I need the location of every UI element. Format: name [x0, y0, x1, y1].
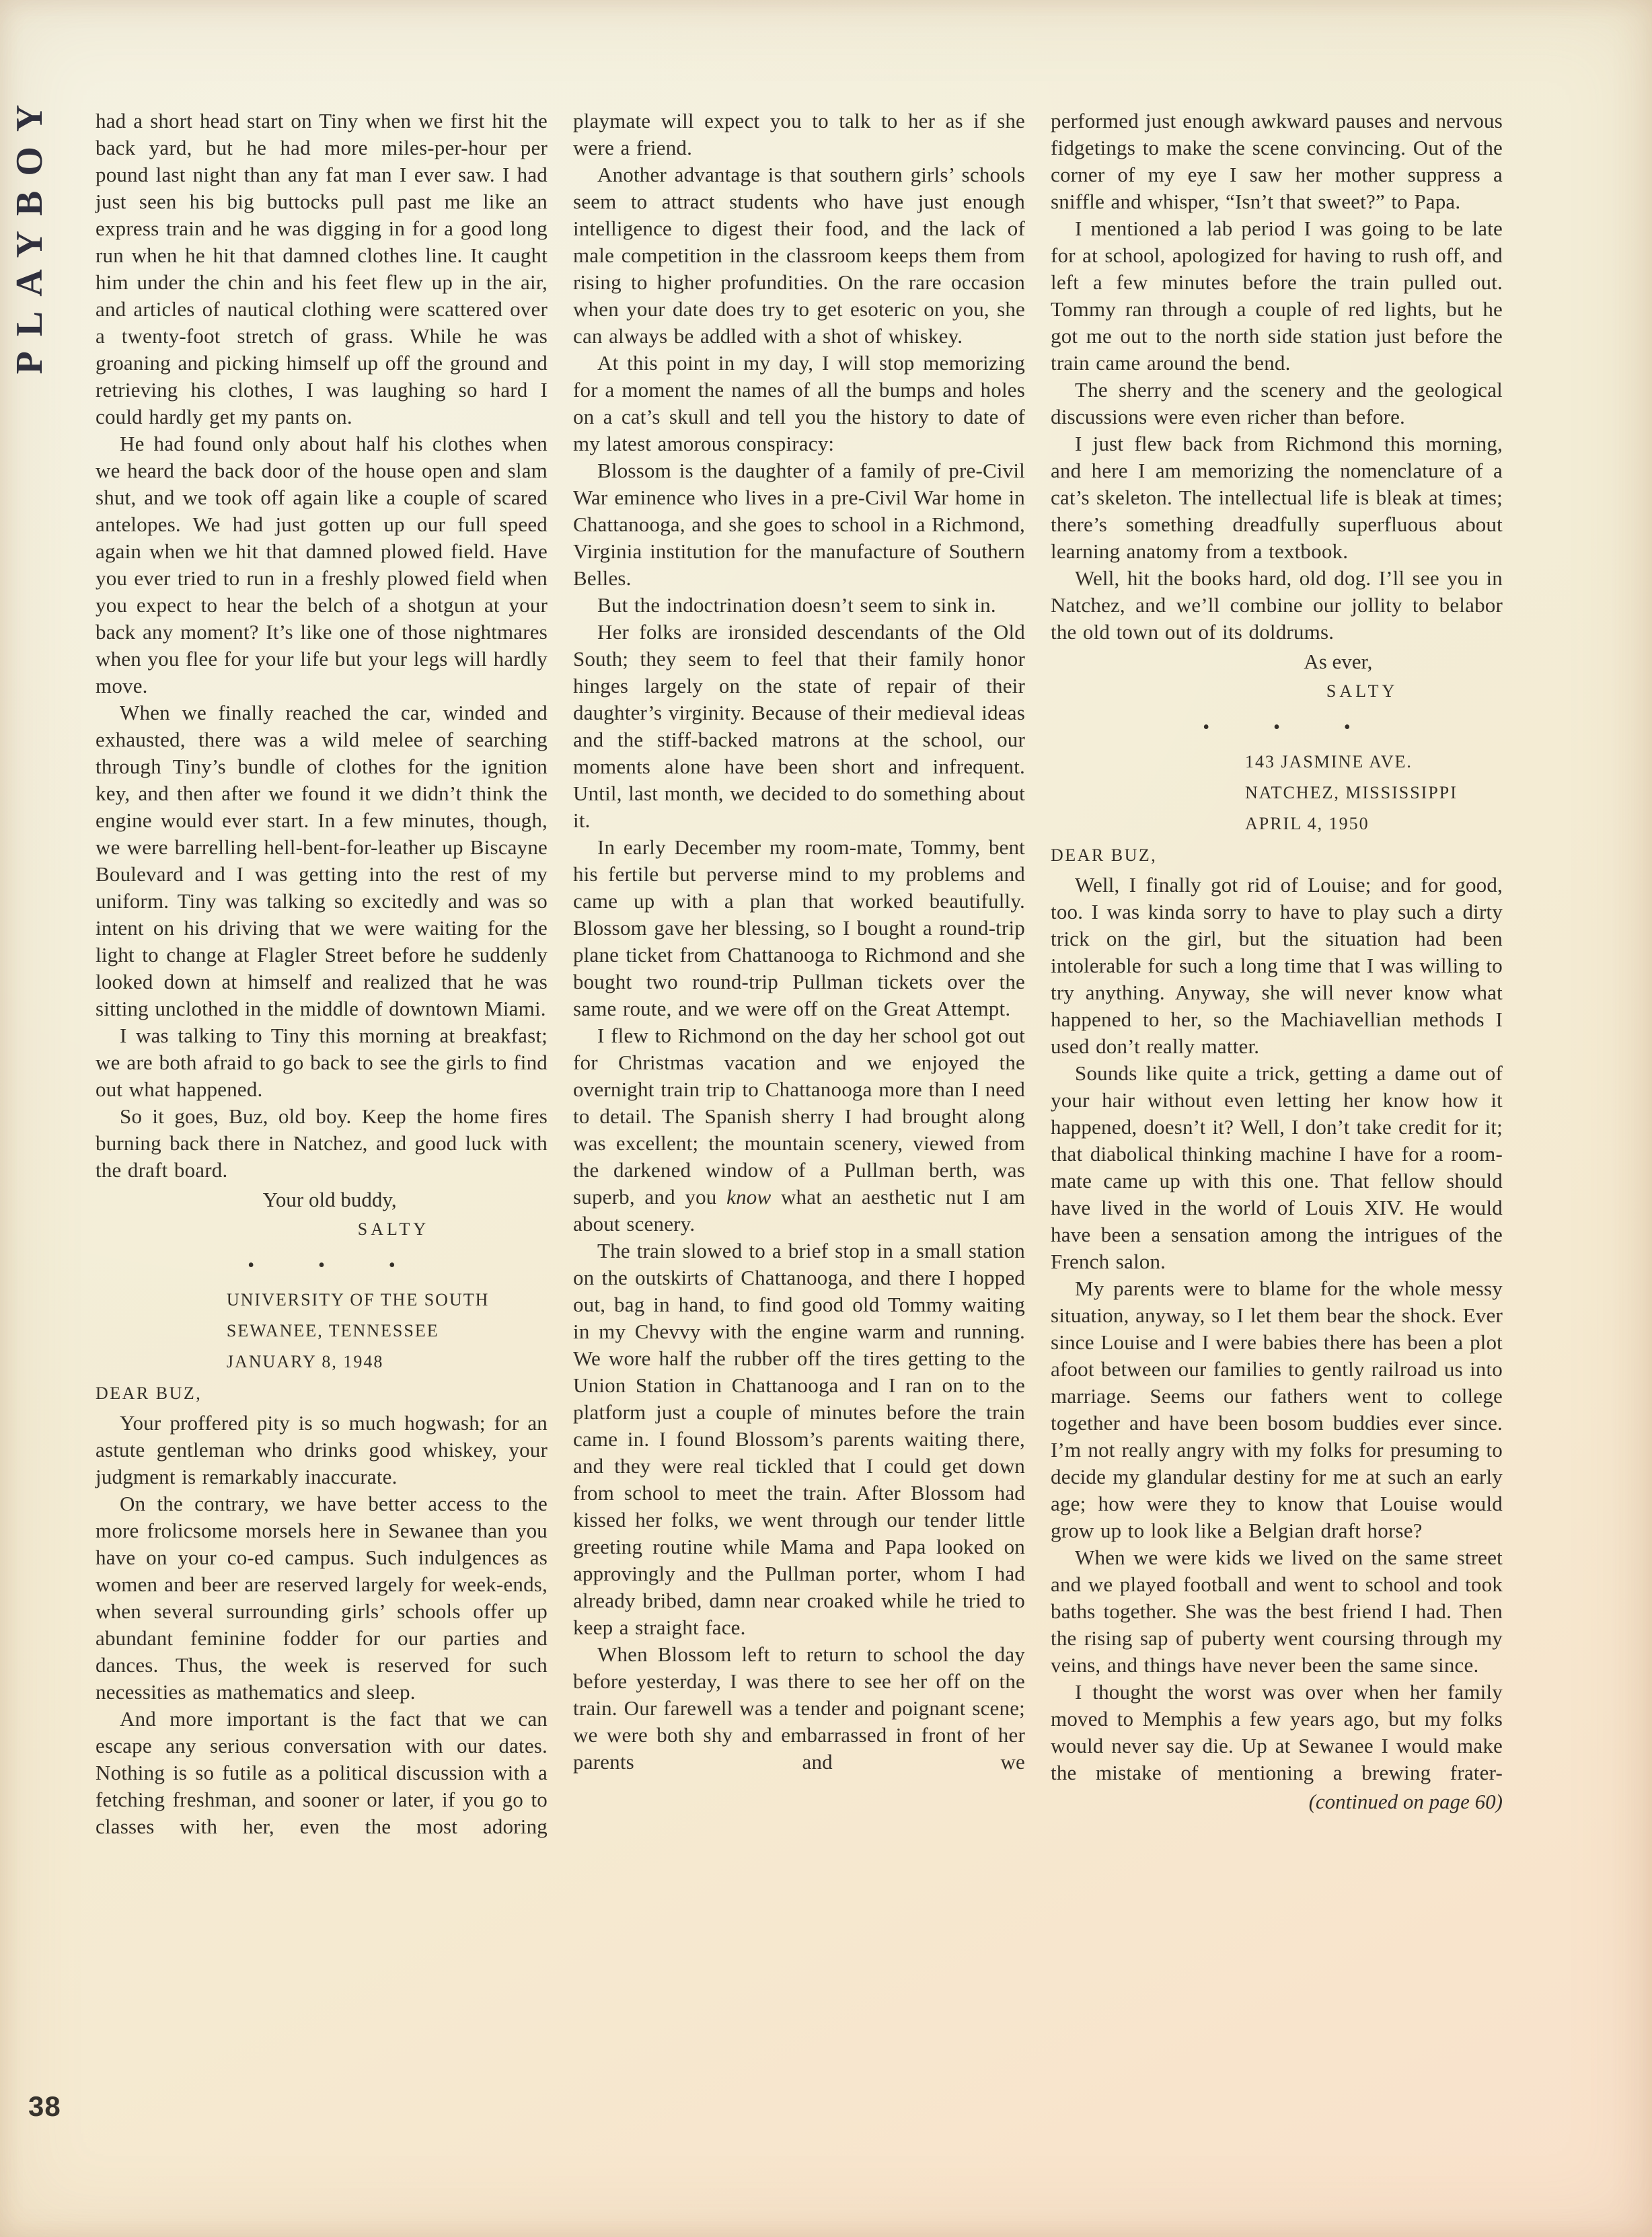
letter-closing: Your old buddy, [262, 1188, 397, 1211]
paragraph [96, 108, 548, 430]
text-run: I was talking to Tiny this morning at breakfast; we are both afraid to go back to see the girls to find out what happened. [96, 1024, 548, 1101]
text-run: Well, hit the books hard, old dog. I’ll see you in Natchez, and we’ll combine our jollity to belabor the old town out of its doldrums. [1051, 566, 1503, 644]
address-line: JANUARY 8, 1948 [226, 1352, 384, 1371]
paragraph [96, 699, 548, 1022]
text-run: Well, I finally got rid of Louise; and for good, too. I was kinda sorry to have to play such a dirty trick on the girl, but the situation had been intolerable for such a long time that I was willing to try anything. Anyway, she will never know what happened to her, so the Machiavellian methods I used don’t really matter. [1051, 873, 1503, 1058]
letter-signoff [1051, 647, 1503, 706]
text-run: In early December my room-mate, Tommy, bent his fertile but perverse mind to my problems and came up with a plan that worked beautifully. Blossom gave her blessing, so I bought a round-trip plane ticket from Chattanooga to Richmond and she bought two round-trip Pullman tickets over the same route, and we were off on the Great Attempt. [573, 835, 1025, 1020]
text-run: And more important is the fact that we can escape any serious conversation with our dates. Nothing is so futile as a political discussion with a fetching freshman, and sooner or later, if you go to classes with her, even the most adoring [96, 1707, 548, 1838]
text-run: On the contrary, we have better access to the more frolicsome morsels here in Sewanee than you have on your co-ed campus. Such indulgences as women and beer are reserved largely for week-ends, when several surrounding girls’ schools offer up abundant feminine fodder for our parties and dances. Thus, the week is reserved for such necessities as mathematics and sleep. [96, 1492, 548, 1704]
letter-signoff [96, 1185, 548, 1244]
paragraph [573, 161, 1025, 350]
letter-salutation: DEAR BUZ, [96, 1383, 202, 1403]
paragraph [573, 350, 1025, 457]
text-run: He had found only about half his clothes when we heard the back door of the house open and slam shut, and we took off again like a couple of scared antelopes. We had just gotten up our full speed again when we hit that damned plowed field. Have you ever tried to run in a freshly plowed field when you expect to hear the belch of a shotgun at your back any moment? It’s like one of those nightmares when you flee for your life but your legs will hardly move. [96, 432, 548, 697]
paragraph [96, 430, 548, 699]
paragraph [573, 1641, 1025, 1776]
paragraph [573, 108, 1025, 161]
paragraph [1051, 1544, 1503, 1679]
paragraph [1051, 430, 1503, 565]
paragraph [1051, 215, 1503, 377]
paragraph [1051, 108, 1503, 215]
text-run: I just flew back from Richmond this morning, and here I am memorizing the nomenclature of a cat’s skeleton. The intellectual life is bleak at times; there’s something dreadfully superfluous about learning anatomy from a textbook. [1051, 432, 1503, 563]
paragraph [96, 1490, 548, 1706]
letter-signature: SALTY [1326, 681, 1398, 701]
paragraph [573, 1238, 1025, 1641]
text-run: had a short head start on Tiny when we first hit the back yard, but he had more miles-per-hour per pound last night than any fat man I ever saw. I had just seen his big buttocks pull past me like an express train and he was digging in for a good long run when he hit that damned clothes line. It caught him under the chin and his feet flew up in the air, and articles of nautical clothing were scattered over a twenty-foot stretch of grass. While he was groaning and picking himself up off the ground and retrieving his clothes, I was laughing so hard I could hardly get my pants on. [96, 109, 548, 428]
text-run: So it goes, Buz, old boy. Keep the home fires burning back there in Natchez, and good luck with the draft board. [96, 1104, 548, 1182]
text-run: playmate will expect you to talk to her as if she were a friend. [573, 109, 1025, 159]
paragraph [573, 457, 1025, 592]
text-run: When Blossom left to return to school the day before yesterday, I was there to see her off on the train. Our farewell was a tender and poignant scene; we were both shy and embarrassed in front of her parents and we [573, 1642, 1025, 1774]
text-run: Another advantage is that southern girls’ schools seem to attract students who have just enough intelligence to digest their food, and the lack of male competition in the classroom keeps them from rising to higher profundities. On the rare occasion when your date does try to get esoteric on you, she can always be addled with a shot of whiskey. [573, 163, 1025, 348]
text-column-3 [1051, 108, 1503, 1817]
paragraph [573, 1022, 1025, 1238]
paragraph [1051, 872, 1503, 1060]
paragraph [96, 1103, 548, 1184]
paragraph [1051, 1060, 1503, 1275]
page-number: 38 [28, 2090, 61, 2122]
continued-note: (continued on page 60) [1308, 1790, 1503, 1813]
text-run: Blossom is the daughter of a family of pre-Civil War eminence who lives in a pre-Civil War home in Chattanooga, and she goes to school in a Richmond, Virginia institution for the manufacture of Southern Belles. [573, 459, 1025, 590]
text-run: performed just enough awkward pauses and nervous fidgetings to make the scene convincing. Out of the corner of my eye I saw her mother suppress a sniffle and whisper, “Isn’t that sweet?” to Papa. [1051, 109, 1503, 213]
text-run: what an aesthetic nut I am about scenery. [573, 1185, 1026, 1236]
address-line: UNIVERSITY OF THE SOUTH [226, 1290, 490, 1310]
text-run: Sounds like quite a trick, getting a dame out of your hair without even letting her know how it happened, doesn’t it? Well, I don’t take credit for it; that diabolical thinking machine I have for a room-mate came up with this one. That fellow should have lived in the world of Louis XIV. He would have been a sensation among the intrigues of the French salon. [1051, 1061, 1503, 1273]
paragraph [573, 592, 1025, 619]
italic-text: know [726, 1185, 772, 1209]
address-line: SEWANEE, TENNESSEE [226, 1321, 439, 1340]
address-line: NATCHEZ, MISSISSIPPI [1244, 783, 1458, 802]
text-run: Her folks are ironsided descendants of the Old South; they seem to feel that their family honor hinges largely on the state of repair of their daughter’s virginity. Because of their medieval ideas and the stiff-backed matrons at the school, our moments alone have been short and infrequent. Until, last month, we decided to do something about it. [573, 620, 1025, 832]
paragraph [96, 1706, 548, 1840]
text-run: The train slowed to a brief stop in a small station on the outskirts of Chattanooga, and there I hopped out, bag in hand, to find good old Tommy waiting in my Chevvy with the engine warm and running. We wore half the rubber off the tires getting to the Union Station in Chattanooga and I ran on to the platform just a couple of minutes before the train came in. I found Blossom’s parents waiting there, and they were real tickled that I could get down from school to meet the train. After Blossom had kissed her folks, we went through our tender little greeting routine while Mama and Papa looked on approvingly and the Pullman porter, whom I had already bribed, damn near croaked while he tried to keep a straight face. [573, 1239, 1025, 1639]
text-run: I flew to Richmond on the day her school got out for Christmas vacation and we enjoyed the overnight train trip to Chattanooga more than I need to detail. The Spanish sherry I had brought along was excellent; the mountain scenery, viewed from the darkened window of a Pullman berth, was superb, and you [573, 1024, 1025, 1209]
paragraph [573, 619, 1025, 834]
magazine-title-vertical: PLAYBOY [9, 89, 50, 375]
paragraph [1051, 377, 1503, 430]
letter-salutation: DEAR BUZ, [1051, 845, 1158, 865]
section-divider-dots: • • • [248, 1255, 425, 1276]
section-divider-dots: • • • [1203, 717, 1380, 738]
text-run: My parents were to blame for the whole messy situation, anyway, so I let them bear the shock. Ever since Louise and I were babies there has been a plot afoot between our families to gently railroad us into marriage. Seems our fathers went to college together and have been bosom buddies ever since. I’m not really angry with my folks for presuming to decide my glandular destiny for me at such an early age; how were they to know that Louise would grow up to look like a Belgian draft horse? [1051, 1277, 1503, 1542]
paragraph [96, 1022, 548, 1103]
article-columns [96, 108, 1504, 1840]
text-run: I thought the worst was over when her family moved to Memphis a few years ago, but my folks would never say die. Up at Sewanee I would make the mistake of mentioning a brewing frater- [1051, 1680, 1503, 1784]
paragraph [1051, 565, 1503, 646]
text-column-1 [96, 108, 548, 1840]
paragraph [1051, 1275, 1503, 1544]
letter-closing: As ever, [1304, 650, 1373, 673]
text-run: I mentioned a lab period I was going to be late for at school, apologized for having to rush off, and left a few minutes before the train pulled out. Tommy ran through a couple of red lights, but he got me out to the north side station just before the train came around the bend. [1051, 217, 1503, 375]
letter-address [1051, 747, 1503, 839]
text-column-2 [573, 108, 1025, 1776]
text-run: But the indoctrination doesn’t seem to sink in. [597, 593, 996, 617]
letter-address [96, 1285, 548, 1377]
paragraph [96, 1410, 548, 1490]
paragraph [573, 834, 1025, 1022]
text-run: The sherry and the scenery and the geological discussions were even richer than before. [1051, 378, 1503, 428]
paragraph [1051, 1679, 1503, 1786]
text-run: Your proffered pity is so much hogwash; for an astute gentleman who drinks good whiskey, your judgment is remarkably inaccurate. [96, 1411, 548, 1488]
address-line: APRIL 4, 1950 [1244, 814, 1369, 833]
text-run: When we were kids we lived on the same street and we played football and went to school and took baths together. She was the best friend I had. Then the rising sap of puberty went coursing through my veins, and things have never been the same since. [1051, 1546, 1503, 1677]
text-run: When we finally reached the car, winded and exhausted, there was a wild melee of searching through Tiny’s bundle of clothes for the ignition key, and then after we found it we didn’t think the engine would ever start. In a few minutes, though, we were barrelling hell-bent-for-leather up Biscayne Boulevard and I was getting into the rest of my uniform. Tiny was talking so excitedly and was so intent on his driving that we were waiting for the light to change at Flagler Street before he suddenly looked down at himself and realized that he was sitting unclothed in the middle of downtown Miami. [96, 701, 548, 1020]
text-run: At this point in my day, I will stop memorizing for a moment the names of all the bumps and holes on a cat’s skull and tell you the history to date of my latest amorous conspiracy: [573, 351, 1025, 455]
letter-signature: SALTY [357, 1219, 430, 1239]
address-line: 143 JASMINE AVE. [1244, 752, 1413, 771]
